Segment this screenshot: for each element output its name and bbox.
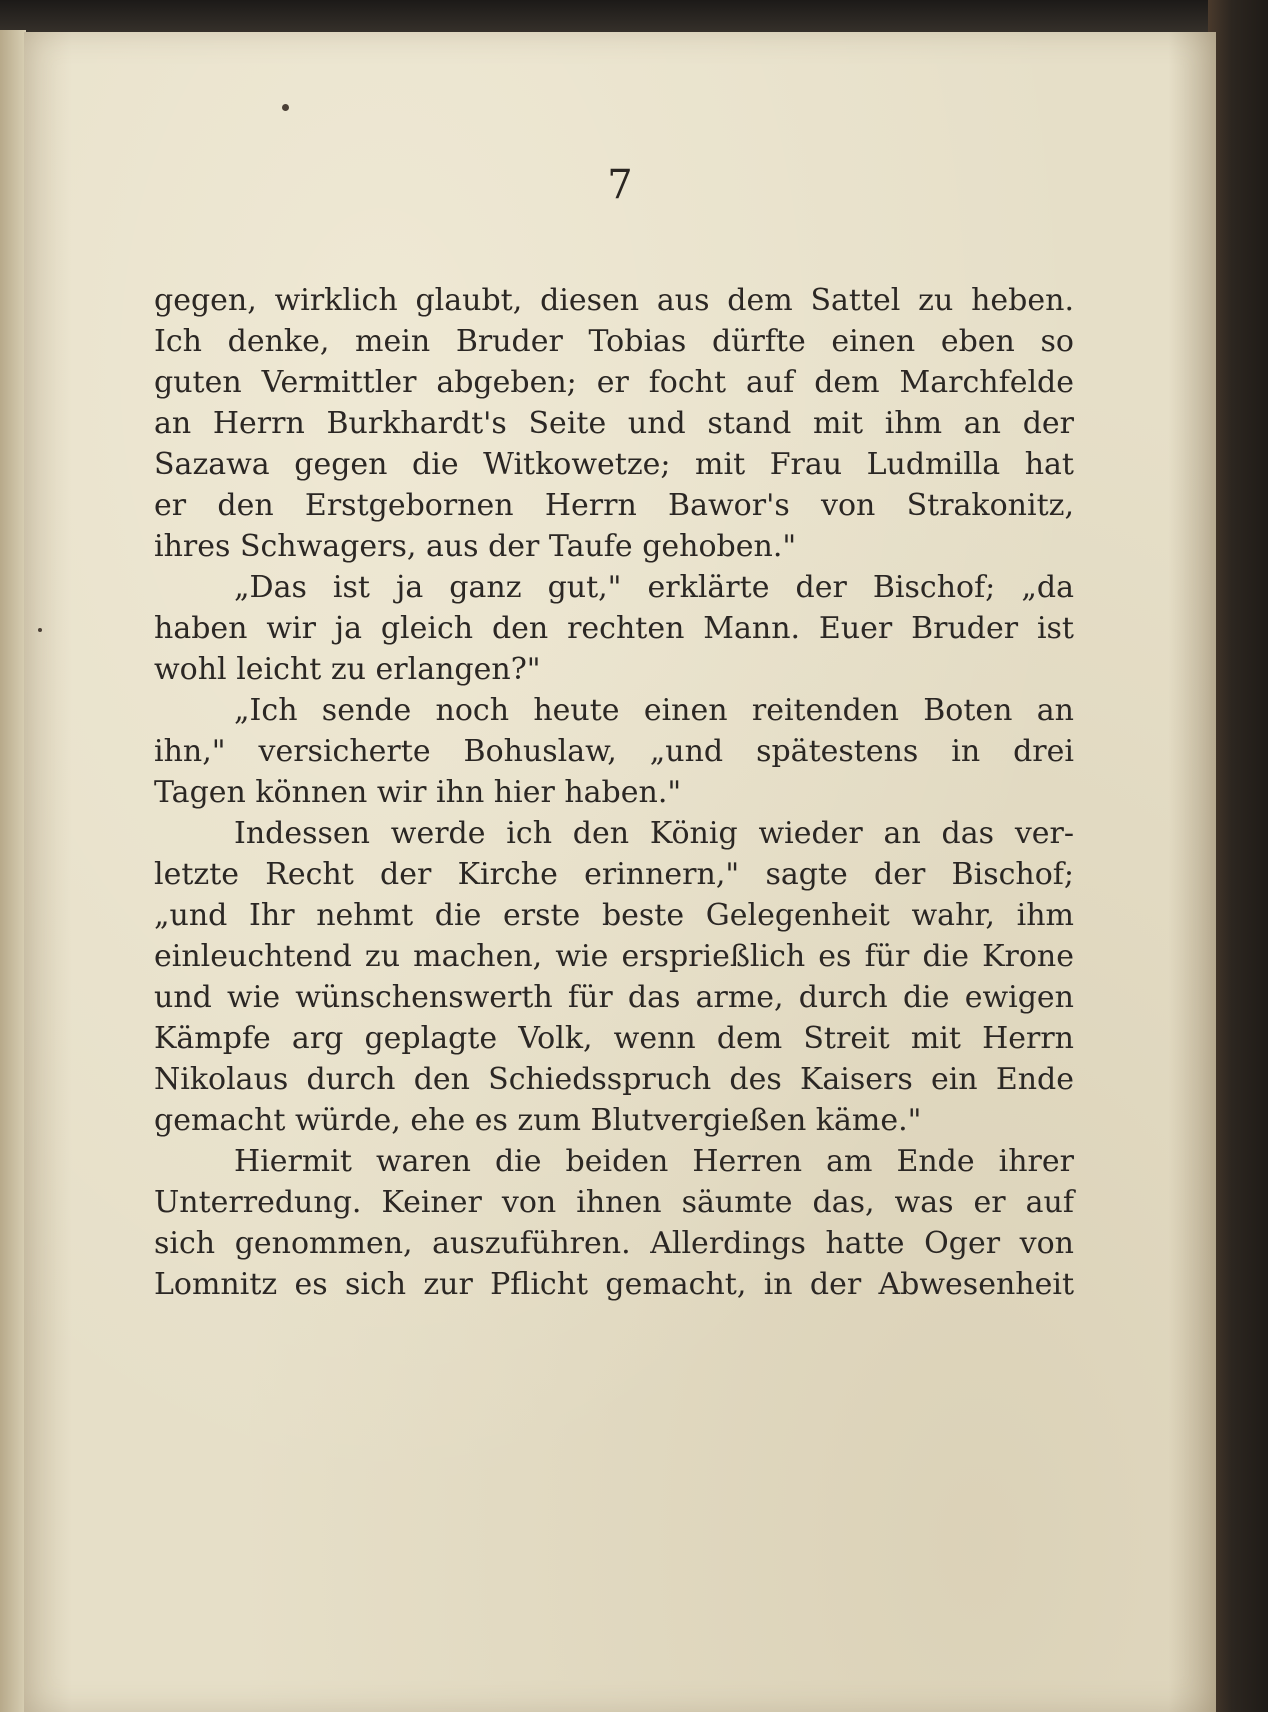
text-line: gegen, wirklich glaubt, diesen aus dem Sattel zu heben. bbox=[154, 283, 1074, 318]
text-line: und wie wünschenswerth für das arme, durch die ewigen bbox=[154, 980, 1074, 1015]
text-line: ihn," versicherte Bohuslaw, „und spätestens in drei bbox=[154, 734, 1074, 769]
book-page bbox=[24, 32, 1216, 1712]
text-line: Sazawa gegen die Witkowetze; mit Frau Ludmilla hat bbox=[154, 447, 1074, 482]
body-text bbox=[154, 280, 1074, 1305]
page-number: 7 bbox=[607, 162, 633, 208]
text-line: Hiermit waren die beiden Herren am Ende ihrer bbox=[234, 1144, 1074, 1179]
text-line: Lomnitz es sich zur Pflicht gemacht, in der Abwesenheit bbox=[154, 1267, 1074, 1302]
text-line: Tagen können wir ihn hier haben." bbox=[154, 775, 682, 810]
ink-speck bbox=[38, 628, 42, 632]
text-line: Nikolaus durch den Schiedsspruch des Kaisers ein Ende bbox=[154, 1062, 1074, 1097]
ink-speck bbox=[282, 104, 289, 111]
text-line: wohl leicht zu erlangen?" bbox=[154, 652, 541, 687]
text-line: guten Vermittler abgeben; er focht auf dem Marchfelde bbox=[154, 365, 1074, 400]
text-line: sich genommen, auszuführen. Allerdings hatte Oger von bbox=[154, 1226, 1074, 1261]
text-line: „Ich sende noch heute einen reitenden Boten an bbox=[234, 693, 1074, 728]
text-line: gemacht würde, ehe es zum Blutvergießen käme." bbox=[154, 1103, 922, 1138]
text-line: Kämpfe arg geplagte Volk, wenn dem Streit mit Herrn bbox=[154, 1021, 1074, 1056]
text-line: Ich denke, mein Bruder Tobias dürfte einen eben so bbox=[154, 324, 1074, 359]
text-line: haben wir ja gleich den rechten Mann. Euer Bruder ist bbox=[154, 611, 1074, 646]
book-cover-right-edge bbox=[1208, 0, 1268, 1712]
text-line: einleuchtend zu machen, wie ersprießlich es für die Krone bbox=[154, 939, 1074, 974]
text-line: „und Ihr nehmt die erste beste Gelegenheit wahr, ihm bbox=[154, 898, 1074, 933]
text-line: er den Erstgebornen Herrn Bawor's von Strakonitz, bbox=[154, 488, 1074, 523]
page-gutter bbox=[0, 30, 26, 1712]
text-line: Unterredung. Keiner von ihnen säumte das, was er auf bbox=[154, 1185, 1074, 1220]
text-line: ihres Schwagers, aus der Taufe gehoben." bbox=[154, 529, 797, 564]
text-line: Indessen werde ich den König wieder an das ver- bbox=[234, 816, 1074, 851]
text-line: letzte Recht der Kirche erinnern," sagte der Bischof; bbox=[154, 857, 1074, 892]
text-line: an Herrn Burkhardt's Seite und stand mit ihm an der bbox=[154, 406, 1074, 441]
text-line: „Das ist ja ganz gut," erklärte der Bischof; „da bbox=[234, 570, 1074, 605]
